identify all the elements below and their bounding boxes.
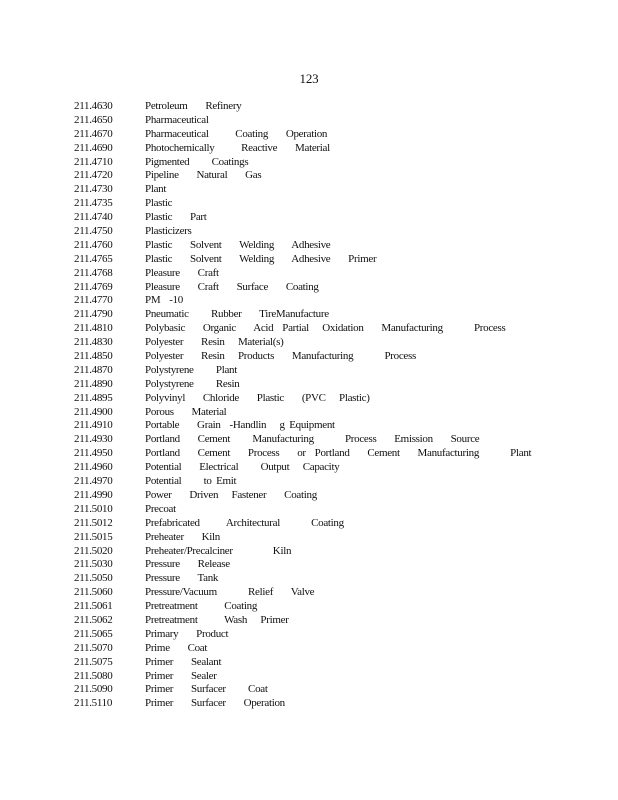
index-entry bbox=[74, 336, 594, 350]
defined-term: Polyvinyl Chloride Plastic (PVC Plastic) bbox=[145, 391, 370, 404]
section-number: 211.5070 bbox=[74, 641, 113, 654]
index-entry bbox=[74, 419, 594, 433]
index-entry bbox=[74, 156, 594, 170]
defined-term: Polyester Resin Material(s) bbox=[145, 336, 284, 349]
section-number: 211.5012 bbox=[74, 516, 113, 529]
section-number: 211.4990 bbox=[74, 488, 113, 501]
section-number: 211.4790 bbox=[74, 308, 113, 321]
defined-term: Petroleum Refinery bbox=[145, 100, 242, 112]
index-entry bbox=[74, 225, 594, 239]
defined-term: Pretreatment Coating bbox=[145, 600, 258, 613]
defined-term: Prime Coat bbox=[145, 641, 208, 654]
section-number: 211.5030 bbox=[74, 558, 113, 571]
defined-term: Portable Grain -Handlin g Equipment bbox=[145, 419, 335, 432]
defined-term: Pretreatment Wash Primer bbox=[145, 613, 289, 626]
defined-term: Photochemically Reactive Material bbox=[145, 141, 330, 154]
index-entry bbox=[74, 572, 594, 586]
section-number: 211.5065 bbox=[74, 627, 113, 640]
defined-term: Pipeline Natural Gas bbox=[145, 169, 262, 182]
index-entry bbox=[74, 461, 594, 475]
section-number: 211.4810 bbox=[74, 322, 113, 335]
section-number: 211.4930 bbox=[74, 433, 113, 446]
index-entry bbox=[74, 392, 594, 406]
defined-term: Plant bbox=[145, 183, 167, 196]
defined-term: Plastic Solvent Welding Adhesive bbox=[145, 238, 331, 251]
defined-term: Primer Surfacer Coat bbox=[145, 683, 268, 696]
section-number: 211.5020 bbox=[74, 544, 113, 557]
index-entry bbox=[74, 183, 594, 197]
section-number: 211.4768 bbox=[74, 266, 113, 279]
defined-term: Preheater Kiln bbox=[145, 530, 220, 543]
section-number: 211.4760 bbox=[74, 238, 113, 251]
section-number: 211.4740 bbox=[74, 211, 113, 224]
index-entry bbox=[74, 294, 594, 308]
section-number: 211.4670 bbox=[74, 127, 113, 140]
defined-term: Plastic bbox=[145, 197, 173, 210]
defined-term: Plastic Part bbox=[145, 211, 207, 224]
section-number: 211.4630 bbox=[74, 100, 113, 112]
index-entry bbox=[74, 308, 594, 322]
defined-term: Preheater/Precalciner Kiln bbox=[145, 544, 292, 557]
defined-term: Polyester Resin Products Manufacturing Process bbox=[145, 350, 416, 363]
defined-term: Primer Surfacer Operation bbox=[145, 697, 285, 710]
index-entry bbox=[74, 517, 594, 531]
section-number: 211.5075 bbox=[74, 655, 113, 668]
defined-term: Prefabricated Architectural Coating bbox=[145, 516, 344, 529]
section-number: 211.4890 bbox=[74, 377, 113, 390]
section-number: 211.4910 bbox=[74, 419, 113, 432]
index-entry bbox=[74, 364, 594, 378]
section-number: 211.5060 bbox=[74, 586, 113, 599]
section-number: 211.4950 bbox=[74, 447, 113, 460]
index-entry bbox=[74, 406, 594, 420]
index-entry bbox=[74, 100, 594, 114]
defined-term: Pressure/Vacuum Relief Valve bbox=[145, 586, 315, 599]
defined-term: Pressure Tank bbox=[145, 572, 219, 585]
defined-term: Pneumatic Rubber TireManufacture bbox=[145, 308, 329, 321]
defined-term: Plasticizers bbox=[145, 225, 192, 238]
section-number: 211.4769 bbox=[74, 280, 113, 293]
section-number: 211.4870 bbox=[74, 363, 113, 376]
defined-term: Polystyrene Resin bbox=[145, 377, 240, 390]
defined-term: Polybasic Organic Acid Partial Oxidation Manufacturing Process bbox=[145, 322, 506, 335]
index-entry bbox=[74, 267, 594, 281]
index-entry bbox=[74, 128, 594, 142]
definition-index-list bbox=[74, 100, 594, 711]
section-number: 211.4770 bbox=[74, 294, 113, 307]
section-number: 211.5110 bbox=[74, 697, 113, 710]
defined-term: Primary Product bbox=[145, 627, 229, 640]
index-entry bbox=[74, 239, 594, 253]
defined-term: Pleasure Craft Surface Coating bbox=[145, 280, 319, 293]
section-number: 211.4710 bbox=[74, 155, 113, 168]
section-number: 211.5061 bbox=[74, 600, 113, 613]
index-entry bbox=[74, 322, 594, 336]
section-number: 211.4650 bbox=[74, 113, 113, 126]
index-entry bbox=[74, 531, 594, 545]
defined-term: Precoat bbox=[145, 502, 176, 515]
section-number: 211.4720 bbox=[74, 169, 113, 182]
index-entry bbox=[74, 670, 594, 684]
index-entry bbox=[74, 281, 594, 295]
index-entry bbox=[74, 545, 594, 559]
index-entry bbox=[74, 697, 594, 711]
index-entry bbox=[74, 350, 594, 364]
defined-term: Pleasure Craft bbox=[145, 266, 219, 279]
defined-term: Primer Sealant bbox=[145, 655, 222, 668]
section-number: 211.4830 bbox=[74, 336, 113, 349]
section-number: 211.5062 bbox=[74, 613, 113, 626]
index-entry bbox=[74, 114, 594, 128]
defined-term: Portland Cement Process or Portland Cement Manufacturing Plant bbox=[145, 447, 532, 460]
defined-term: Potential Electrical Output Capacity bbox=[145, 461, 340, 474]
section-number: 211.4730 bbox=[74, 183, 113, 196]
index-entry bbox=[74, 475, 594, 489]
index-entry bbox=[74, 503, 594, 517]
section-number: 211.4970 bbox=[74, 475, 113, 488]
index-entry bbox=[74, 558, 594, 572]
defined-term: PM -10 bbox=[145, 294, 183, 307]
index-entry bbox=[74, 586, 594, 600]
section-number: 211.4900 bbox=[74, 405, 113, 418]
defined-term: Plastic Solvent Welding Adhesive Primer bbox=[145, 252, 377, 265]
index-entry bbox=[74, 378, 594, 392]
index-entry bbox=[74, 683, 594, 697]
defined-term: Pharmaceutical bbox=[145, 113, 209, 126]
index-entry bbox=[74, 447, 594, 461]
index-entry bbox=[74, 489, 594, 503]
section-number: 211.4690 bbox=[74, 141, 113, 154]
section-number: 211.4765 bbox=[74, 252, 113, 265]
index-entry bbox=[74, 656, 594, 670]
defined-term: Polystyrene Plant bbox=[145, 363, 238, 376]
defined-term: Porous Material bbox=[145, 405, 227, 418]
index-entry bbox=[74, 142, 594, 156]
section-number: 211.4735 bbox=[74, 197, 113, 210]
section-number: 211.4850 bbox=[74, 350, 113, 363]
section-number: 211.5050 bbox=[74, 572, 113, 585]
index-entry bbox=[74, 433, 594, 447]
index-entry bbox=[74, 253, 594, 267]
section-number: 211.4895 bbox=[74, 391, 113, 404]
section-number: 211.4960 bbox=[74, 461, 113, 474]
page-number: 123 bbox=[299, 71, 319, 86]
defined-term: Primer Sealer bbox=[145, 669, 217, 682]
defined-term: Portland Cement Manufacturing Process Emission Source bbox=[145, 433, 480, 446]
index-entry bbox=[74, 600, 594, 614]
index-entry bbox=[74, 197, 594, 211]
index-entry bbox=[74, 614, 594, 628]
section-number: 211.5010 bbox=[74, 502, 113, 515]
index-entry bbox=[74, 628, 594, 642]
section-number: 211.5090 bbox=[74, 683, 113, 696]
section-number: 211.5015 bbox=[74, 530, 113, 543]
defined-term: Pharmaceutical Coating Operation bbox=[145, 127, 328, 140]
defined-term: Power Driven Fastener Coating bbox=[145, 488, 317, 501]
index-entry bbox=[74, 211, 594, 225]
defined-term: Potential to Emit bbox=[145, 475, 237, 488]
section-number: 211.5080 bbox=[74, 669, 113, 682]
index-entry bbox=[74, 169, 594, 183]
section-number: 211.4750 bbox=[74, 225, 113, 238]
index-entry bbox=[74, 642, 594, 656]
defined-term: Pressure Release bbox=[145, 558, 230, 571]
defined-term: Pigmented Coatings bbox=[145, 155, 249, 168]
